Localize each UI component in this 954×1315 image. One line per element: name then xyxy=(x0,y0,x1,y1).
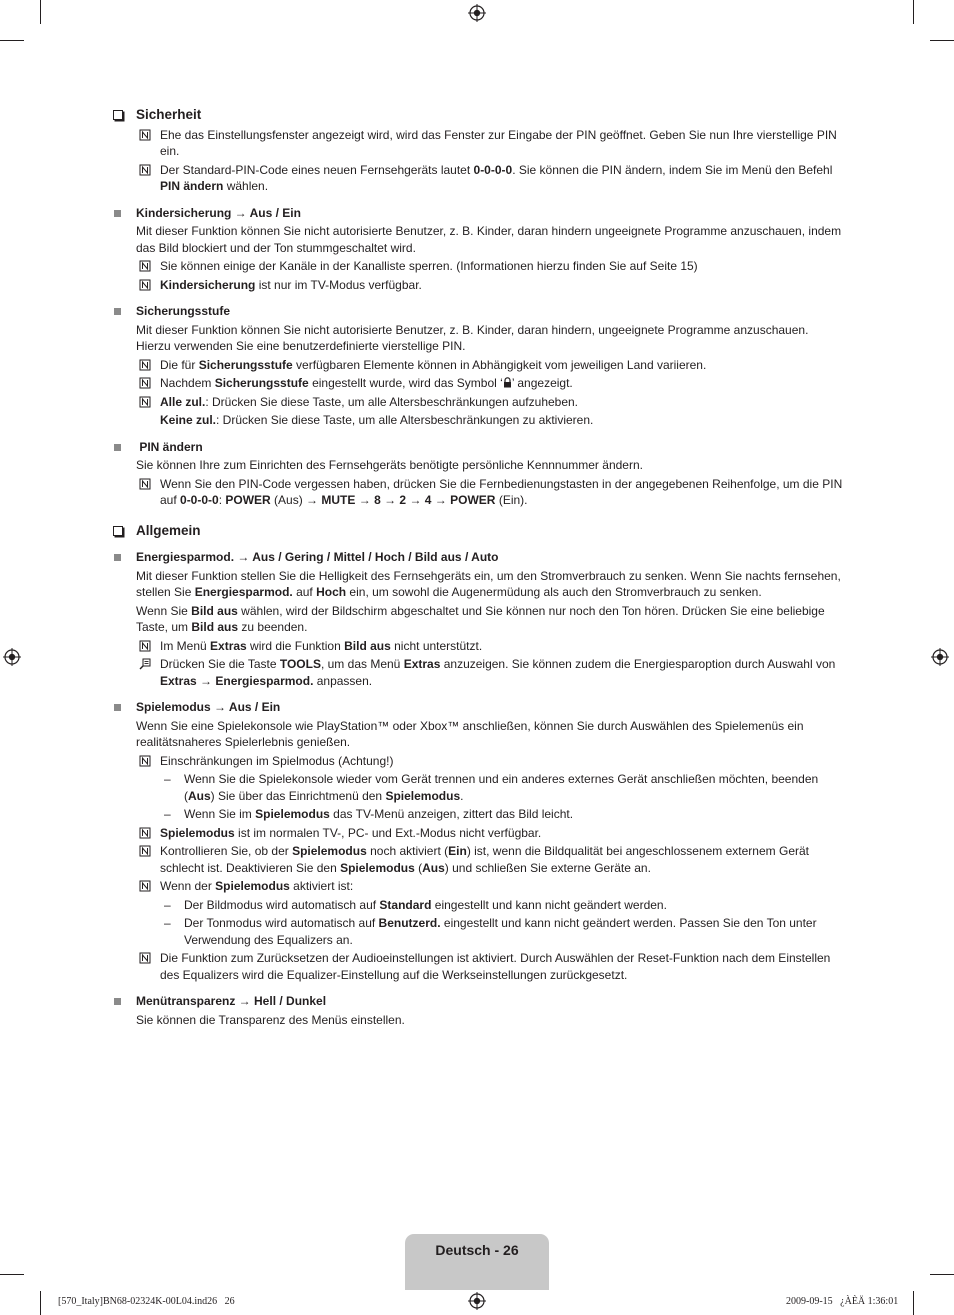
note-bold: Ein xyxy=(448,844,467,858)
heading-text: Energiesparmod. → Aus / Gering / Mittel / Hoch / Bild aus / Auto xyxy=(136,550,499,564)
note-text: Ehe das Einstellungsfenster angezeigt wird, wird das Fenster zur Eingabe der PIN geöffnet. Geben Sie nun Ihre vierstellige PIN ein. xyxy=(160,127,837,158)
para-bold: Bild aus xyxy=(191,620,239,634)
note-bold: 2 xyxy=(399,493,407,507)
note-bold: 0-0-0-0 xyxy=(180,493,219,507)
note-bold: 0-0-0-0 xyxy=(473,162,513,177)
note-bold: 4 xyxy=(424,493,432,507)
lock-icon xyxy=(503,377,512,388)
square-bullet-icon xyxy=(114,704,121,711)
note-text: Wenn Sie den PIN-Code vergessen haben, drücken Sie die Fernbedienungstasten in der angegebenen Reihenfolge, um die PIN auf xyxy=(160,476,843,507)
note-bold: POWER xyxy=(450,493,496,507)
dash-text: Wenn Sie im xyxy=(184,807,256,821)
crop-mark xyxy=(0,40,24,41)
item-heading-spielemodus xyxy=(110,699,845,716)
note-bold: MUTE xyxy=(321,493,356,507)
note-text: → xyxy=(196,673,216,688)
paragraph: Sie können Ihre zum Einrichten des Fernsehgeräts benötigte persönliche Kennnummer ändern. xyxy=(136,458,643,472)
note-text: noch aktiviert ( xyxy=(366,844,449,858)
note-icon xyxy=(139,755,151,767)
crop-mark xyxy=(0,1274,24,1275)
note-bold: Sicherungsstufe xyxy=(214,376,309,390)
paragraph: Mit dieser Funktion können Sie nicht autorisierte Benutzer, z. B. Kinder, daran hindern ungeeignete Programme anzuschauen, indem das Bild blockiert und der Ton stummgeschaltet wird. xyxy=(136,224,842,255)
heading-text: Kindersicherung → Aus / Ein xyxy=(136,205,301,220)
note-item xyxy=(110,258,845,275)
note-bold: Extras xyxy=(160,673,197,688)
square-bullet-icon xyxy=(114,444,121,451)
note-icon xyxy=(139,952,151,964)
note-text: Drücken Sie die Taste xyxy=(160,657,280,671)
dash-bold: Standard xyxy=(379,897,432,912)
tools-item xyxy=(110,656,845,689)
dash-text: eingestellt und kann nicht geändert werden. Passen Sie den Ton unter Verwendung des Equalizers an. xyxy=(184,916,817,947)
dash-mark: – xyxy=(164,772,171,786)
note-bold: Kindersicherung xyxy=(160,277,256,292)
registration-mark-icon xyxy=(3,648,21,666)
note-item xyxy=(110,277,845,294)
dash-item xyxy=(110,897,845,914)
dash-mark: – xyxy=(164,807,171,821)
paragraph: Wenn Sie eine Spielekonsole wie PlayStation™ oder Xbox™ anschließen, können Sie durch Auswählen des Spielemenüs ein realitätsnaheres Spielerlebnis genießen. xyxy=(136,718,804,749)
note-icon xyxy=(139,845,151,857)
checkbox-bullet-icon xyxy=(113,110,123,120)
note-item xyxy=(110,357,845,374)
note-text: Die für xyxy=(160,357,199,372)
note-text: anpassen. xyxy=(313,673,373,688)
note-text: Sie können einige der Kanäle in der Kanalliste sperren. (Informationen hierzu finden Sie auf Seite 15) xyxy=(160,259,698,273)
para-bold: Hoch xyxy=(316,585,347,599)
para-text: auf xyxy=(292,585,317,599)
manual-content xyxy=(110,107,845,1028)
para-bold: Energiesparmod. xyxy=(194,585,293,599)
section-heading-sicherheit xyxy=(110,107,845,124)
note-icon xyxy=(139,377,151,389)
note-item xyxy=(110,843,845,876)
paragraph: Mit dieser Funktion können Sie nicht autorisierte Benutzer, z. B. Kinder, daran hindern, ungeeignete Programme anzuschauen. Hierzu verwenden Sie eine benutzerdefinierte vierstellige PIN. xyxy=(136,322,809,353)
note-text: wird die Funktion xyxy=(246,638,345,653)
note-text: Der Standard-PIN-Code eines neuen Fernsehgeräts lautet xyxy=(160,162,474,177)
heading-text: Allgemein xyxy=(136,522,201,538)
note-bold: Extras xyxy=(210,638,247,653)
note-text: Im Menü xyxy=(160,638,211,653)
note-item xyxy=(110,162,845,195)
note-item xyxy=(110,476,845,509)
note-bold: Spielemodus xyxy=(340,860,415,875)
note-text: : Drücken Sie diese Taste, um alle Altersbeschränkungen aufzuheben. xyxy=(205,394,579,409)
note-text: ist im normalen TV-, PC- und Ext.-Modus nicht verfügbar. xyxy=(234,825,542,840)
square-bullet-icon xyxy=(114,554,121,561)
paragraph: Sie können die Transparenz des Menüs einstellen. xyxy=(136,1012,405,1027)
para-text: zu beenden. xyxy=(238,620,308,634)
note-icon xyxy=(139,478,151,490)
note-item xyxy=(110,127,845,160)
note-continuation xyxy=(110,412,845,429)
square-bullet-icon xyxy=(114,210,121,217)
note-icon xyxy=(139,279,151,291)
tools-icon xyxy=(139,658,151,670)
heading-text: Sicherungsstufe xyxy=(136,304,231,318)
paragraph xyxy=(110,568,845,601)
dash-text: Der Tonmodus wird automatisch auf xyxy=(184,916,379,930)
note-text: : Drücken Sie diese Taste, um alle Altersbeschränkungen zu aktivieren. xyxy=(216,413,594,427)
note-icon xyxy=(139,396,151,408)
para-text: Mit dieser Funktion stellen Sie die Helligkeit des Fernsehgeräts ein, um den Stromverbrauch zu senken. Wenn Sie nachts fernsehen, stellen Sie xyxy=(136,568,841,599)
note-icon xyxy=(139,880,151,892)
note-item xyxy=(110,950,845,983)
dash-item xyxy=(110,806,845,823)
note-text: ist nur im TV-Modus verfügbar. xyxy=(255,277,422,292)
note-text: ( xyxy=(414,860,423,875)
note-text: eingestellt wurde, wird das Symbol ‘ xyxy=(308,376,503,390)
note-bold: TOOLS xyxy=(279,657,321,671)
item-heading-sicherungsstufe xyxy=(110,303,845,320)
note-text: Kontrollieren Sie, ob der xyxy=(160,844,293,858)
note-bold: Aus xyxy=(422,860,445,875)
note-text: nicht unterstützt. xyxy=(390,638,483,653)
note-text: (Aus) → xyxy=(270,493,322,507)
note-text: anzuzeigen. Sie können zudem die Energiesparoption durch Auswahl von xyxy=(440,657,836,671)
note-text: → xyxy=(380,493,400,507)
note-item xyxy=(110,638,845,655)
note-bold: Energiesparmod. xyxy=(215,673,314,688)
note-item xyxy=(110,394,845,411)
note-text: Die Funktion zum Zurücksetzen der Audioeinstellungen ist aktiviert. Durch Auswählen der Reset-Funktion nach dem Einstellen des Equalizers wird die Equalizer-Einstellung auf die Werkseinstellungen zurückgesetzt. xyxy=(160,951,831,982)
item-heading-pin-aendern xyxy=(110,439,845,456)
dash-mark: – xyxy=(164,916,171,930)
note-text: , um das Menü xyxy=(320,657,404,671)
note-item xyxy=(110,878,845,895)
heading-text: Menütransparenz → Hell / Dunkel xyxy=(136,994,327,1008)
section-heading-allgemein xyxy=(110,523,845,540)
crop-mark xyxy=(930,40,954,41)
note-text: (Ein). xyxy=(495,493,528,507)
note-text: aktiviert ist: xyxy=(289,879,354,893)
dash-text: eingestellt und kann nicht geändert werden. xyxy=(431,897,667,912)
note-bold: PIN ändern xyxy=(160,179,224,193)
page-number-label: Deutsch - 26 xyxy=(435,1242,519,1258)
heading-text: Spielemodus → Aus / Ein xyxy=(136,700,281,714)
dash-text: . xyxy=(460,788,464,803)
registration-mark-icon xyxy=(931,648,949,666)
footer-timestamp: 2009-09-15 ¿ÀÈÄ 1:36:01 xyxy=(786,1296,899,1307)
note-bold: Spielemodus xyxy=(160,825,235,840)
dash-bold: Aus xyxy=(188,788,211,803)
note-item xyxy=(110,825,845,842)
note-text: Wenn der xyxy=(160,879,216,893)
note-text: ) und schließen Sie externe Geräte an. xyxy=(444,860,651,875)
note-icon xyxy=(139,640,151,652)
heading-text: Sicherheit xyxy=(136,107,202,122)
note-icon xyxy=(139,827,151,839)
dash-text: Der Bildmodus wird automatisch auf xyxy=(184,897,380,912)
square-bullet-icon xyxy=(114,308,121,315)
note-bold: Bild aus xyxy=(344,638,391,653)
footer-file-info: [570_Italy]BN68-02324K-00L04.ind26 26 xyxy=(58,1296,235,1307)
note-bold: Spielemodus xyxy=(292,844,367,858)
dash-item xyxy=(110,915,845,948)
note-item xyxy=(110,375,845,392)
note-text: . Sie können die PIN ändern, indem Sie im Menü den Befehl xyxy=(512,162,833,177)
dash-text: Wenn Sie die Spielekonsole wieder vom Gerät trennen und ein anderes externes Gerät anschließen möchten, beenden ( xyxy=(184,772,819,803)
note-text: : xyxy=(218,493,226,507)
note-text: ) ist, wenn die Bildqualität bei angeschlossenem externem Gerät schlecht ist. Deaktivieren Sie den xyxy=(160,844,809,875)
dash-bold: Spielemodus xyxy=(385,788,461,803)
note-icon xyxy=(139,260,151,272)
note-text: wählen. xyxy=(223,179,269,193)
note-bold: Extras xyxy=(403,657,441,671)
registration-mark-icon xyxy=(468,1292,486,1310)
note-icon xyxy=(139,359,151,371)
crop-mark xyxy=(40,1291,41,1315)
note-text: ’ angezeigt. xyxy=(511,376,573,390)
note-text: Nachdem xyxy=(160,376,215,390)
note-bold: Sicherungsstufe xyxy=(198,357,293,372)
note-item xyxy=(110,753,845,770)
note-icon xyxy=(139,129,151,141)
note-text: → xyxy=(355,493,375,507)
note-bold: 8 xyxy=(374,493,381,507)
para-text: wählen, wird der Bildschirm abgeschaltet und Sie können nur noch den Ton hören. Drücken Sie eine beliebige Taste, um xyxy=(136,603,825,634)
crop-mark xyxy=(40,0,41,24)
crop-mark xyxy=(913,0,914,24)
note-bold: POWER xyxy=(225,493,271,507)
note-text: verfügbaren Elemente können in Abhängigkeit vom jeweiligen Land variieren. xyxy=(292,357,707,372)
para-text: ein, um sowohl die Augenermüdung als auch den Stromverbrauch zu senken. xyxy=(346,585,762,599)
dash-item xyxy=(110,771,845,804)
heading-text: PIN ändern xyxy=(136,439,203,454)
dash-bold: Benutzerd. xyxy=(378,916,441,930)
dash-mark: – xyxy=(164,897,171,912)
dash-bold: Spielemodus xyxy=(255,807,330,821)
checkbox-bullet-icon xyxy=(113,526,123,536)
item-heading-menuetransparenz xyxy=(110,993,845,1010)
dash-text: das TV-Menü anzeigen, zittert das Bild leicht. xyxy=(329,807,574,821)
note-bold: Spielemodus xyxy=(215,879,290,893)
note-text: → xyxy=(431,493,451,507)
dash-text: ) Sie über das Einrichtmenü den xyxy=(210,788,386,803)
para-text: Wenn Sie xyxy=(136,603,192,618)
note-text: → xyxy=(406,493,425,507)
item-heading-kindersicherung xyxy=(110,205,845,222)
note-icon xyxy=(139,164,151,176)
registration-mark-icon xyxy=(468,4,486,22)
crop-mark xyxy=(930,1274,954,1275)
crop-mark xyxy=(913,1291,914,1315)
note-bold: Alle zul. xyxy=(160,394,206,409)
square-bullet-icon xyxy=(114,998,121,1005)
item-heading-energiesparmodus xyxy=(110,549,845,566)
paragraph xyxy=(110,603,845,636)
para-bold: Bild aus xyxy=(191,603,238,618)
note-bold: Keine zul. xyxy=(160,413,217,427)
note-text: Einschränkungen im Spielmodus (Achtung!) xyxy=(160,753,394,768)
